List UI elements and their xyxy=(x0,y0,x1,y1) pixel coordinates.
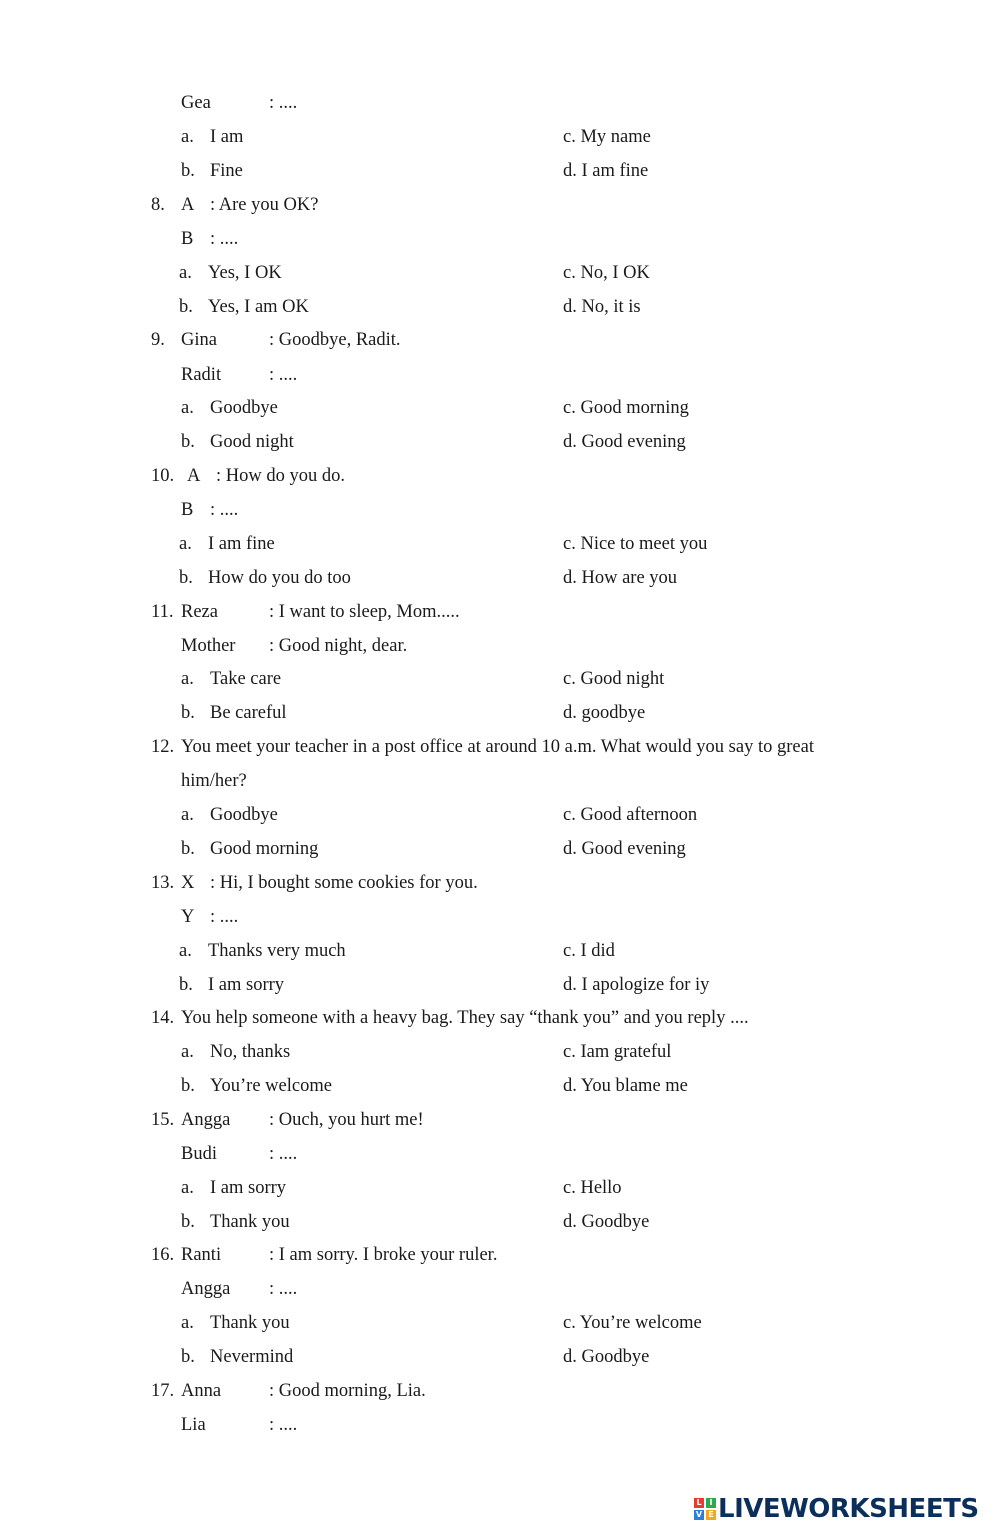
speaker-name: B xyxy=(181,229,194,249)
option-b[interactable] xyxy=(181,1211,290,1233)
option-letter: b. xyxy=(181,161,195,181)
speaker-name: Mother xyxy=(181,636,236,656)
speaker-name: A xyxy=(187,466,201,486)
option-c[interactable]: c. My name xyxy=(563,127,651,147)
speaker-name: Angga xyxy=(181,1110,231,1130)
option-text: Take care xyxy=(210,669,282,689)
question-text: You help someone with a heavy bag. They say “thank you” and you reply .... xyxy=(181,1008,749,1028)
dialogue-text: : Hi, I bought some cookies for you. xyxy=(210,873,478,893)
option-c[interactable]: c. No, I OK xyxy=(563,263,650,283)
option-letter: a. xyxy=(179,263,192,283)
speaker-name: Lia xyxy=(181,1415,206,1435)
option-text: Goodbye xyxy=(210,398,278,418)
question-number: 17. xyxy=(151,1381,175,1401)
option-letter: b. xyxy=(181,1212,195,1232)
option-text: Nevermind xyxy=(210,1347,294,1367)
option-a[interactable] xyxy=(181,397,278,419)
speaker-name: Radit xyxy=(181,365,222,385)
option-c[interactable]: c. Hello xyxy=(563,1178,622,1198)
dialogue-text: : Good night, dear. xyxy=(269,636,408,656)
option-text: Good night xyxy=(210,432,294,452)
option-text: Be careful xyxy=(210,703,287,723)
dialogue-text: : .... xyxy=(269,1415,298,1435)
option-letter: b. xyxy=(181,1347,195,1367)
option-text: I am fine xyxy=(208,534,275,554)
option-c[interactable]: c. Good night xyxy=(563,669,665,689)
option-c[interactable]: c. You’re welcome xyxy=(563,1313,702,1333)
option-b[interactable] xyxy=(181,1075,332,1097)
option-b[interactable] xyxy=(181,702,287,724)
option-b[interactable] xyxy=(179,296,309,318)
option-d[interactable]: d. You blame me xyxy=(563,1076,688,1096)
option-text: Fine xyxy=(210,161,243,181)
speaker-name: Budi xyxy=(181,1144,217,1164)
question-number: 13. xyxy=(151,873,175,893)
option-a[interactable] xyxy=(181,1041,291,1063)
question-number: 12. xyxy=(151,737,175,757)
speaker-name: A xyxy=(181,195,195,215)
option-text: Thank you xyxy=(210,1313,290,1333)
speaker-name: Gea xyxy=(181,93,211,113)
question-text: him/her? xyxy=(181,771,247,791)
option-d[interactable]: d. Good evening xyxy=(563,432,686,452)
option-letter: a. xyxy=(181,1313,194,1333)
option-a[interactable] xyxy=(181,1312,290,1334)
dialogue-text: : .... xyxy=(269,1279,298,1299)
speaker-name: Ranti xyxy=(181,1245,222,1265)
option-b[interactable] xyxy=(181,838,319,860)
speaker-name: Reza xyxy=(181,602,218,622)
option-text: Good morning xyxy=(210,839,319,859)
option-letter: a. xyxy=(179,941,192,961)
dialogue-text: : .... xyxy=(210,500,239,520)
option-d[interactable]: d. Goodbye xyxy=(563,1347,650,1367)
dialogue-text: : I want to sleep, Mom..... xyxy=(269,602,460,622)
option-a[interactable] xyxy=(181,1177,287,1199)
question-number: 10. xyxy=(151,466,175,486)
option-a[interactable] xyxy=(179,940,346,962)
question-number: 14. xyxy=(151,1008,175,1028)
dialogue-text: : How do you do. xyxy=(216,466,345,486)
logo-text: LIVEWORKSHEETS xyxy=(718,1494,979,1524)
option-text: I am xyxy=(210,127,244,147)
option-letter: b. xyxy=(181,1076,195,1096)
option-letter: a. xyxy=(181,127,194,147)
option-letter: a. xyxy=(181,1042,194,1062)
dialogue-text: : .... xyxy=(269,365,298,385)
option-d[interactable]: d. Goodbye xyxy=(563,1212,650,1232)
dialogue-text: : .... xyxy=(269,1144,298,1164)
speaker-name: X xyxy=(181,873,195,893)
dialogue-text: : I am sorry. I broke your ruler. xyxy=(269,1245,498,1265)
question-number: 9. xyxy=(151,330,165,350)
option-a[interactable] xyxy=(179,262,282,284)
question-number: 15. xyxy=(151,1110,175,1130)
option-letter: b. xyxy=(179,568,193,588)
speaker-name: Angga xyxy=(181,1279,231,1299)
option-b[interactable] xyxy=(181,160,243,182)
option-letter: b. xyxy=(181,432,195,452)
option-a[interactable] xyxy=(181,804,278,826)
option-text: No, thanks xyxy=(210,1042,291,1062)
option-b[interactable] xyxy=(181,1346,294,1368)
option-letter: b. xyxy=(179,975,193,995)
option-letter: a. xyxy=(181,398,194,418)
option-text: Yes, I am OK xyxy=(208,297,309,317)
speaker-name: Y xyxy=(181,907,195,927)
dialogue-text: : .... xyxy=(210,229,239,249)
option-letter: a. xyxy=(181,1178,194,1198)
option-d[interactable]: d. I apologize for iy xyxy=(563,975,710,995)
question-number: 16. xyxy=(151,1245,175,1265)
option-text: Goodbye xyxy=(210,805,278,825)
question-number: 8. xyxy=(151,195,165,215)
liveworksheets-logo xyxy=(694,1494,979,1524)
option-a[interactable] xyxy=(181,668,282,690)
option-text: Yes, I OK xyxy=(208,263,282,283)
option-c[interactable]: c. I did xyxy=(563,941,615,961)
speaker-name: Anna xyxy=(181,1381,222,1401)
option-c[interactable]: c. Good morning xyxy=(563,398,689,418)
dialogue-text: : Good morning, Lia. xyxy=(269,1381,426,1401)
option-b[interactable] xyxy=(179,974,285,996)
option-text: Thanks very much xyxy=(208,941,346,961)
option-d[interactable]: d. How are you xyxy=(563,568,678,588)
option-d[interactable]: d. Good evening xyxy=(563,839,686,859)
logo-cube-icon: L I V E xyxy=(694,1498,716,1520)
option-text: How do you do too xyxy=(208,568,351,588)
option-b[interactable] xyxy=(181,431,294,453)
speaker-name: B xyxy=(181,500,194,520)
dialogue-text: : Goodbye, Radit. xyxy=(269,330,401,350)
option-d[interactable]: d. goodbye xyxy=(563,703,646,723)
option-a[interactable] xyxy=(181,126,244,148)
option-letter: a. xyxy=(181,669,194,689)
option-text: I am sorry xyxy=(208,975,285,995)
dialogue-text: : Ouch, you hurt me! xyxy=(269,1110,424,1130)
option-text: Thank you xyxy=(210,1212,290,1232)
dialogue-text: : .... xyxy=(210,907,239,927)
option-letter: a. xyxy=(179,534,192,554)
option-c[interactable]: c. Nice to meet you xyxy=(563,534,708,554)
option-letter: a. xyxy=(181,805,194,825)
option-letter: b. xyxy=(179,297,193,317)
speaker-name: Gina xyxy=(181,330,217,350)
option-letter: b. xyxy=(181,839,195,859)
option-c[interactable]: c. Good afternoon xyxy=(563,805,698,825)
option-text: You’re welcome xyxy=(210,1076,332,1096)
question-number: 11. xyxy=(151,602,174,622)
question-text: You meet your teacher in a post office at around 10 a.m. What would you say to great xyxy=(181,737,814,757)
dialogue-text: : .... xyxy=(269,93,298,113)
option-c[interactable]: c. Iam grateful xyxy=(563,1042,672,1062)
option-a[interactable] xyxy=(179,533,275,555)
option-d[interactable]: d. No, it is xyxy=(563,297,641,317)
option-text: I am sorry xyxy=(210,1178,287,1198)
dialogue-text: : Are you OK? xyxy=(210,195,319,215)
option-b[interactable] xyxy=(179,567,351,589)
option-d[interactable]: d. I am fine xyxy=(563,161,649,181)
option-letter: b. xyxy=(181,703,195,723)
